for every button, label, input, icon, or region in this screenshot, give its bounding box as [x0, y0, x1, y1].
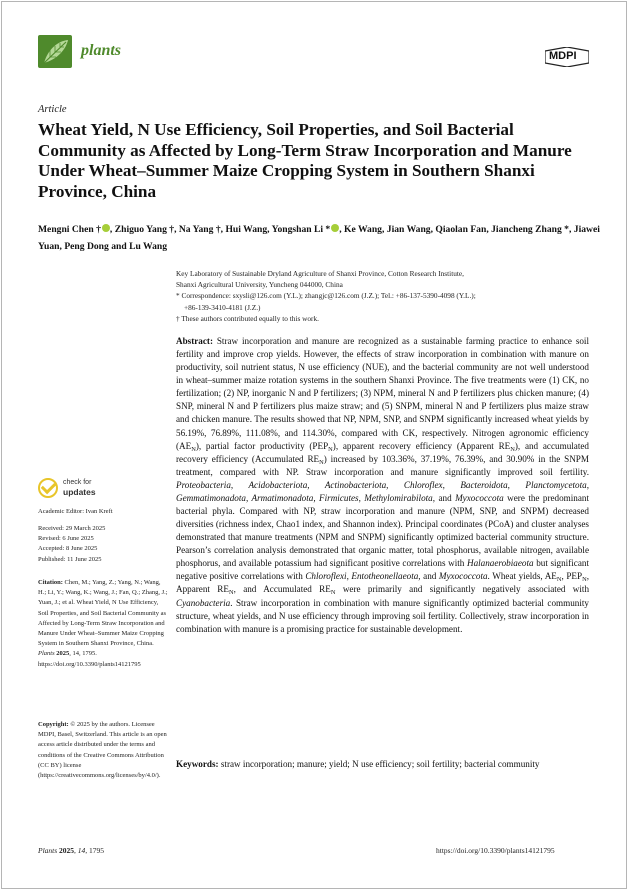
footer-journal: Plants	[38, 846, 58, 855]
citation-year: 2025	[56, 650, 70, 658]
footer-page: 1795	[89, 846, 105, 855]
taxon: Cyanobacteria	[176, 597, 231, 608]
abstract-text: were primarily and significantly negatively associated with	[342, 584, 590, 595]
footer-citation: Plants 2025, 14, 1795	[38, 846, 105, 855]
affiliation-block	[176, 268, 606, 324]
abstract-text: were the predominant bacterial phyla. Compared with NP, straw incorporation and manure (NPM, SNP, and SNPM) decreased diversities (richness index, Chao1 index, and Shannon index). Principal coordinates (PCoA) and cluster analyses demonstrated that manure treatments (NPM and SNPM) significantly optimized bacterial community structure. Pearson’s correlation analysis demonstrated that organic matter, total phosphorus, available nitrogen, available phosphorus, and available potassium had significant positive correlations with	[176, 492, 590, 569]
abstract	[176, 335, 589, 636]
author[interactable]: Zhiguo Yang †	[114, 224, 175, 235]
author[interactable]: Jiancheng Zhang *	[491, 224, 569, 235]
subscript: N	[330, 589, 336, 597]
published-date: Published: 11 June 2025	[38, 555, 102, 563]
phyla-list: Proteobacteria, Acidobacteriota, Actinobacteriota, Chloroflex, Bacteroidota, Planctomycetota, Gemmatimonadota, Armatimonadota, Firmicutes, Methylomirabilota,	[176, 479, 589, 503]
keywords-text: straw incorporation; manure; yield; N use efficiency; soil fertility; bacterial community	[220, 759, 540, 769]
orcid-icon[interactable]	[331, 224, 339, 232]
abstract-text: ), partial factor productivity (PEP	[195, 440, 329, 451]
author[interactable]: Ke Wang	[344, 224, 382, 235]
taxon: Myxococcota	[455, 492, 504, 503]
copyright	[38, 720, 168, 781]
author[interactable]: Na Yang †	[178, 224, 221, 235]
citation	[38, 578, 168, 670]
accepted-date: Accepted: 8 June 2025	[38, 545, 98, 553]
footer-volume: 14	[77, 846, 86, 855]
citation-doi-link[interactable]: , 14, 1795. https://doi.org/10.3390/plants14121795	[38, 650, 141, 668]
citation-journal: Plants	[38, 650, 55, 658]
abstract-text: . Wheat yields, AE	[487, 571, 557, 582]
author[interactable]: Mengni Chen †	[38, 224, 101, 235]
abstract-text: but significant negative positive correlations with	[176, 558, 589, 582]
subscript: N	[191, 445, 196, 453]
affiliation-line: Shanxi Agricultural University, Yuncheng 044000, China	[176, 280, 343, 290]
subscript: N	[510, 445, 515, 453]
author[interactable]: Yongshan Li *	[271, 224, 331, 235]
subscript: N	[328, 445, 333, 453]
keywords-label: Keywords:	[176, 759, 219, 769]
correspondence-phone: +86-139-3410-4181 (J.Z.)	[184, 302, 261, 312]
orcid-icon[interactable]	[102, 224, 110, 232]
check-for-updates-button[interactable]	[38, 478, 118, 500]
affiliation-line: Key Laboratory of Sustainable Dryland Agriculture of Shanxi Province, Cotton Research Institute,	[176, 269, 464, 278]
abstract-label: Abstract:	[176, 336, 213, 346]
paper-title: Wheat Yield, N Use Efficiency, Soil Properties, and Soil Bacterial Community as Affected by Long-Term Straw Incorporation and Manure Under Wheat–Summer Maize Cropping System in Southern Shanxi Province, China	[38, 120, 572, 201]
taxon: Chloroflexi, Entotheonellaeota,	[305, 571, 421, 582]
abstract-text: and	[423, 571, 437, 582]
abstract-text: . Straw incorporation in combination with manure significantly optimized bacterial community structure, wheat yields, and N use efficiency through improving soil fertility. Collectively, straw incorporation in combination with manure is a promising practice for sustainable development.	[176, 597, 589, 634]
taxon: Myxococcota	[438, 571, 488, 582]
subscript: N	[228, 589, 234, 597]
publisher-name: MDPI	[549, 50, 577, 62]
author[interactable]: Jian Wang	[386, 224, 431, 235]
abstract-text: , and Accumulated RE	[233, 584, 331, 595]
author-list: Mengni Chen † , Zhiguo Yang †, Na Yang †, Hui Wang, Yongshan Li * , Ke Wang, Jian Wang, Qiaolan Fan, Jiancheng Zhang *, Jiawei Yuan, Peng Dong and Lu Wang	[38, 224, 600, 252]
copyright-label: Copyright:	[38, 721, 69, 728]
subscript: N	[582, 576, 587, 584]
abstract-text: Straw incorporation and manure are recognized as a sustainable farming practice to enhance soil fertility and improve crop yields. However, the effects of straw incorporation in combination with manure on productivity, soil nutrient status, N use efficiency (NUE), and the bacterial community are not well understood in wheat–summer maize rotation systems in the southern Shanxi Province. The five treatments were (1) CK, no fertilization; (2) NP, inorganic N and P fertilizers; (3) NPM, mineral N and P fertilizers plus chicken manure; (4) SNP, mineral N and P fertilizers plus maize straw; and (5) SNPM, mineral N and P fertilizers plus maize straw and chicken manure. The results showed that NP, NPM, SNP, and SNPM significantly increased wheat yields by 56.19%, 76.89%, 111.08%, and 114.30%, compared with CK, respectively. Nitrogen agronomic efficiency (AE	[176, 336, 589, 451]
keywords	[176, 758, 589, 771]
abstract-text: ), apparent recovery efficiency (Apparent RE	[332, 440, 511, 451]
author[interactable]: Jiawei Yuan	[38, 224, 600, 252]
revised-date: Revised: 6 June 2025	[38, 535, 94, 543]
publication-dates	[38, 524, 168, 565]
mdpi-logo	[545, 47, 589, 67]
abstract-text: , PEP	[561, 571, 583, 582]
citation-label: Citation:	[38, 579, 63, 586]
subscript: N	[556, 576, 562, 584]
journal-name: plants	[81, 42, 122, 59]
citation-text: Chen, M.; Yang, Z.; Yang, N.; Wang, H.; Li, Y.; Wang, K.; Wang, J.; Fan, Q.; Zhang, J.; Yuan, J.; et al. Wheat Yield, N Use Efficiency, Soil Properties, and Soil Bacterial Community as Affected by Long-Term Straw Incorporation and Manure Under Wheat–Summer Maize Cropping System in Southern Shanxi Province, China.	[38, 579, 168, 648]
academic-editor: Academic Editor: Ivan Kreft	[38, 508, 113, 515]
journal-logo	[38, 35, 72, 68]
footer-year: 2025	[59, 846, 75, 855]
author[interactable]: Peng Dong and Lu Wang	[64, 241, 168, 252]
copyright-text: © 2025 by the authors. Licensee MDPI, Basel, Switzerland. This article is an open access article distributed under the terms and conditions of the Creative Commons Attribution (CC BY) license (https://creativecommons.org/licenses/by/4.0/).	[38, 721, 167, 780]
equal-contribution-note: † These authors contributed equally to this work.	[176, 313, 319, 323]
abstract-text: ), and accumulated recovery efficiency (Accumulated RE	[176, 440, 589, 464]
check-updates-line1: check for	[63, 479, 92, 486]
abstract-text: ) increased by 103.36%, 37.19%, 76.39%, and 30.90% in the SNPM treatment, compared with NP. Straw incorporation and manure significantly improved soil fertility.	[176, 453, 589, 477]
taxon: Halanaerobiaeota	[466, 558, 534, 569]
author[interactable]: Hui Wang	[225, 224, 268, 235]
subscript: N	[319, 458, 324, 466]
author[interactable]: Qiaolan Fan	[435, 224, 487, 235]
abstract-text: and	[438, 492, 452, 503]
check-updates-line2: updates	[63, 487, 96, 497]
correspondence: * Correspondence: sxysli@126.com (Y.L.); zhangjc@126.com (J.Z.); Tel.: +86-137-5390-4098 (Y.L.);	[176, 291, 476, 301]
footer-doi-link[interactable]: https://doi.org/10.3390/plants14121795	[436, 846, 555, 855]
article-type: Article	[38, 104, 67, 115]
abstract-text: , Apparent RE	[176, 571, 589, 595]
received-date: Received: 29 March 2025	[38, 525, 106, 532]
